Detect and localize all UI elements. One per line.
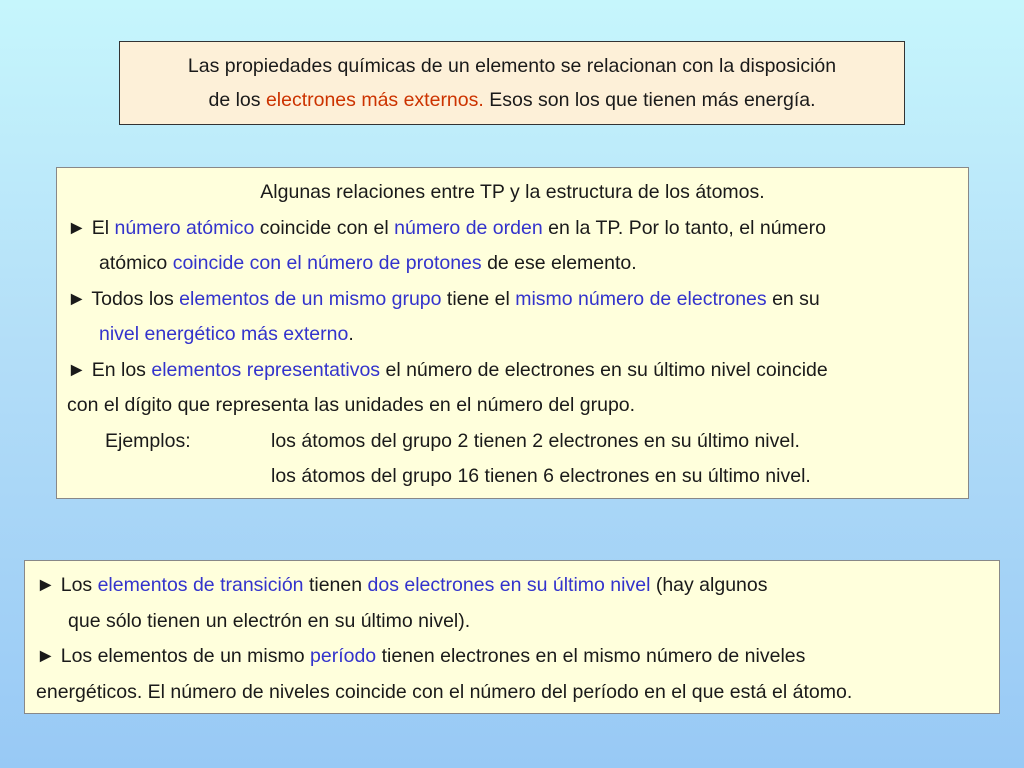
intro-line-2: de los electrones más externos. Esos son los que tienen más energía. — [208, 89, 816, 111]
bullet-numero-atomico-cont: atómico coincide con el número de protones de ese elemento. — [99, 252, 637, 274]
highlight-transicion: elementos de transición — [97, 574, 304, 596]
bullet-representativos-cont: con el dígito que representa las unidades en el número del grupo. — [67, 394, 636, 416]
highlight-periodo: período — [310, 645, 377, 667]
examples-label: Ejemplos: — [105, 429, 191, 452]
highlight-numero-atomico: número atómico — [114, 216, 255, 239]
highlight-mismo-grupo: elementos de un mismo grupo — [179, 287, 442, 310]
example-line-1 — [67, 424, 968, 460]
bullet-transicion: ► Los elementos de transición tienen dos electrones en su último nivel (hay algunos — [36, 574, 768, 596]
bullet-periodo-cont: energéticos. El número de niveles coincide con el número del período en el que está el átomo. — [36, 680, 853, 703]
highlight-nivel-externo: nivel energético más externo — [99, 323, 349, 345]
example-1: los átomos del grupo 2 tienen 2 electrones en su último nivel. — [271, 429, 800, 452]
intro-box — [119, 41, 905, 125]
bullet-grupo-cont: nivel energético más externo. — [99, 323, 354, 345]
highlight-dos-electrones: dos electrones en su último nivel — [367, 574, 651, 596]
highlight-mismo-numero-electrones: mismo número de electrones — [515, 287, 767, 310]
bullet-grupo: ► Todos los elementos de un mismo grupo tiene el mismo número de electrones en su — [67, 287, 820, 310]
intro-line-1: Las propiedades químicas de un elemento se relacionan con la disposición — [187, 55, 837, 77]
bullet-periodo: ► Los elementos de un mismo período tienen electrones en el mismo número de niveles — [36, 645, 806, 667]
bullet-numero-atomico: ► El número atómico coincide con el número de orden en la TP. Por lo tanto, el número — [67, 216, 826, 239]
highlight-numero-orden: número de orden — [394, 216, 543, 239]
example-2: los átomos del grupo 16 tienen 6 electrones en su último nivel. — [271, 465, 811, 487]
example-line-2 — [67, 459, 968, 495]
bullet-representativos: ► En los elementos representativos el número de electrones en su último nivel coincide — [67, 358, 828, 381]
bullet-transicion-cont: que sólo tienen un electrón en su último nivel). — [68, 609, 471, 632]
transition-box — [24, 560, 1000, 714]
relations-box — [56, 167, 969, 499]
highlight-representativos: elementos representativos — [151, 358, 381, 381]
highlight-electrones-externos: electrones más externos. — [265, 89, 484, 111]
relations-title: Algunas relaciones entre TP y la estructura de los átomos. — [260, 181, 765, 203]
highlight-protones: coincide con el número de protones — [172, 252, 482, 274]
